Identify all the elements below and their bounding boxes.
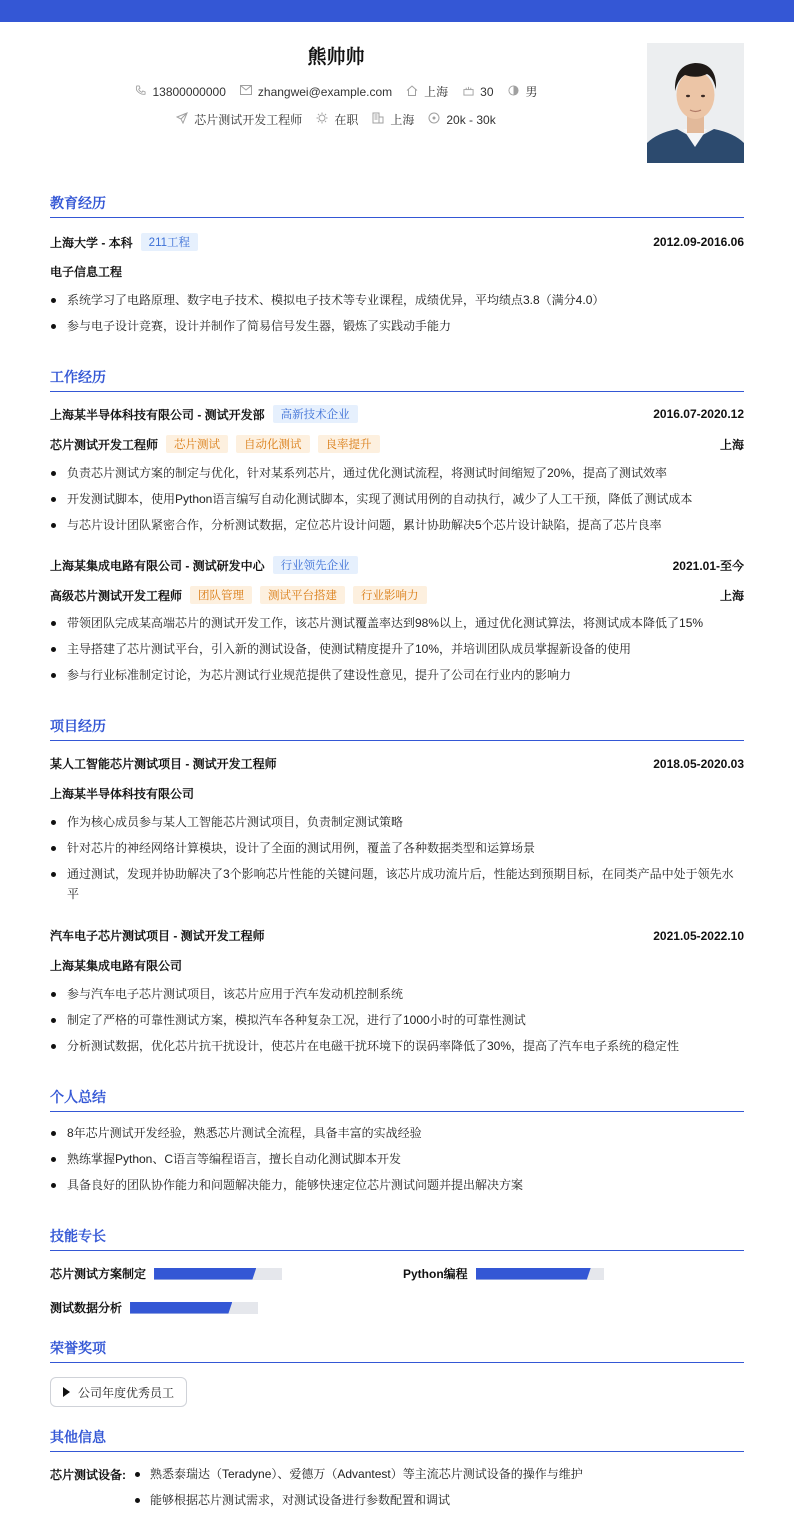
skill-bar: [154, 1268, 282, 1280]
school-name: 上海大学 - 本科: [50, 235, 133, 250]
section-title-projects: 项目经历: [50, 716, 744, 741]
phone-item: [134, 85, 225, 99]
job-bullet: 负责芯片测试方案的制定与优化，针对某系列芯片，通过优化测试流程，将测试时间缩短了20%，提高了测试效率: [50, 463, 744, 483]
age-item: [462, 85, 493, 99]
project-bullet: 分析测试数据，优化芯片抗干扰设计，使芯片在电磁干扰环境下的误码率降低了30%，提高了汽车电子系统的稳定性: [50, 1036, 744, 1056]
education-date: 2012.09-2016.06: [653, 235, 744, 249]
skill-name: Python编程: [403, 1267, 468, 1281]
section-title-honors: 荣誉奖项: [50, 1338, 744, 1363]
project-date: 2021.05-2022.10: [653, 928, 744, 943]
email-item: [240, 85, 392, 99]
salary-range: 20k - 30k: [446, 112, 496, 127]
company-name: 上海某集成电路有限公司 - 测试研发中心: [50, 558, 265, 573]
skill-tag: 良率提升: [318, 435, 380, 453]
candidate-name: 熊帅帅: [307, 47, 365, 68]
section-title-other: 其他信息: [50, 1427, 744, 1452]
summary-bullet: 熟练掌握Python、C语言等编程语言，擅长自动化测试脚本开发: [50, 1149, 744, 1169]
job-bullet: 带领团队完成某高端芯片的测试开发工作，该芯片测试覆盖率达到98%以上，通过优化测试算法，将测试成本降低了15%: [50, 613, 744, 633]
skill-bar: [130, 1302, 258, 1314]
company-tag: 高新技术企业: [273, 405, 358, 423]
job-bullet: 与芯片设计团队紧密合作，分析测试数据，定位芯片设计问题，累计协助解决5个芯片设计缺陷，提高了芯片良率: [50, 515, 744, 535]
skill-item: [50, 1299, 258, 1316]
job-bullet: 开发测试脚本，使用Python语言编写自动化测试脚本，实现了测试用例的自动执行，减少了人工干预，降低了测试成本: [50, 489, 744, 509]
salary-icon: [428, 112, 440, 127]
skill-item: [50, 1265, 282, 1282]
education-bullet: 系统学习了电路原理、数字电子技术、模拟电子技术等专业课程，成绩优异，平均绩点3.8（满分4.0）: [50, 290, 744, 310]
project-company: 上海某集成电路有限公司: [50, 959, 183, 973]
project-name: 某人工智能芯片测试项目 - 测试开发工程师: [50, 757, 277, 771]
gender-value: 男: [525, 85, 538, 99]
education-header-row: [50, 233, 744, 251]
gender-item: [508, 83, 538, 100]
building-icon: [372, 112, 384, 127]
skill-bar-fill: [476, 1268, 591, 1280]
project-bullet: 参与汽车电子芯片测试项目，该芯片应用于汽车发动机控制系统: [50, 984, 744, 1004]
phone-icon: [134, 85, 146, 99]
profile-photo: [647, 43, 744, 163]
skill-tag: 自动化测试: [236, 435, 310, 453]
job-header-row: [50, 556, 744, 574]
skill-name: 测试数据分析: [50, 1301, 123, 1315]
project-header-row: [50, 927, 744, 944]
target-city-item: [372, 111, 414, 128]
job-city: 上海: [719, 437, 744, 452]
skill-tag: 团队管理: [190, 586, 252, 604]
phone-number: 13800000000: [152, 84, 226, 99]
skill-tag: 芯片测试: [166, 435, 228, 453]
company-tag: 行业领先企业: [273, 556, 358, 574]
job-header-row: [50, 405, 744, 423]
job-intent-row: [0, 111, 672, 128]
skill-bar-fill: [130, 1302, 232, 1314]
skill-bar-fill: [154, 1268, 256, 1280]
summary-bullet: 具备良好的团队协作能力和问题解决能力，能够快速定位芯片测试问题并提出解决方案: [50, 1175, 744, 1195]
home-icon: [406, 85, 418, 99]
award-label: 公司年度优秀员工: [78, 1385, 175, 1400]
mail-icon: [240, 85, 252, 98]
section-title-summary: 个人总结: [50, 1087, 744, 1112]
location-item: [406, 83, 448, 100]
company-name: 上海某半导体科技有限公司 - 测试开发部: [50, 407, 265, 422]
project-bullet: 针对芯片的神经网络计算模块，设计了全面的测试用例，覆盖了各种数据类型和运算场景: [50, 838, 744, 858]
gender-icon: [508, 85, 520, 99]
summary-bullet: 8年芯片测试开发经验，熟悉芯片测试全流程，具备丰富的实战经验: [50, 1123, 744, 1143]
job-target-item: [176, 111, 302, 128]
send-icon: [176, 112, 188, 127]
target-city: 上海: [390, 113, 415, 127]
top-accent-bar: [0, 0, 794, 22]
skill-tag: 行业影响力: [353, 586, 427, 604]
job-status: 在职: [334, 113, 359, 127]
education-bullet: 参与电子设计竞赛，设计并制作了简易信号发生器，锻炼了实践动手能力: [50, 316, 744, 336]
project-header-row: [50, 755, 744, 772]
skill-item: [403, 1265, 604, 1282]
skill-bar: [476, 1268, 604, 1280]
age-icon: [462, 85, 474, 99]
play-icon: [63, 1387, 70, 1397]
job-city: 上海: [719, 588, 744, 603]
school-tag: 211工程: [141, 233, 198, 251]
contact-row: [0, 83, 672, 100]
project-date: 2018.05-2020.03: [653, 756, 744, 771]
job-date: 2021.01-至今: [672, 558, 744, 573]
email-address: zhangwei@example.com: [257, 84, 393, 99]
age-value: 30: [480, 84, 494, 99]
skill-tag: 测试平台搭建: [260, 586, 345, 604]
project-company: 上海某半导体科技有限公司: [50, 787, 195, 801]
award-item[interactable]: [50, 1377, 187, 1407]
project-bullet: 作为核心成员参与某人工智能芯片测试项目，负责制定测试策略: [50, 812, 744, 832]
skill-name: 芯片测试方案制定: [50, 1267, 147, 1281]
job-position: 高级芯片测试开发工程师: [50, 588, 183, 603]
current-location: 上海: [424, 85, 449, 99]
project-bullet: 制定了严格的可靠性测试方案，模拟汽车各种复杂工况，进行了1000小时的可靠性测试: [50, 1010, 744, 1030]
status-icon: [316, 112, 328, 127]
job-position: 芯片测试开发工程师: [50, 437, 159, 452]
status-item: [316, 111, 358, 128]
other-label: 芯片测试设备:: [50, 1468, 126, 1482]
job-target: 芯片测试开发工程师: [194, 113, 303, 127]
job-position-row: [50, 435, 744, 453]
section-title-education: 教育经历: [50, 193, 744, 218]
section-title-skills: 技能专长: [50, 1226, 744, 1251]
project-bullet: 通过测试，发现并协助解决了3个影响芯片性能的关键问题，该芯片成功流片后，性能达到预期目标，在同类产品中处于领先水平: [50, 864, 744, 904]
other-bullet: 熟悉泰瑞达（Teradyne）、爱德万（Advantest）等主流芯片测试设备的操作与维护: [135, 1464, 744, 1484]
section-title-work: 工作经历: [50, 367, 744, 392]
other-bullet: 能够根据芯片测试需求，对测试设备进行参数配置和调试: [135, 1490, 744, 1510]
education-major: 电子信息工程: [50, 265, 123, 279]
job-bullet: 参与行业标准制定讨论，为芯片测试行业规范提供了建设性意见，提升了公司在行业内的影响力: [50, 665, 744, 685]
project-name: 汽车电子芯片测试项目 - 测试开发工程师: [50, 929, 265, 943]
job-bullet: 主导搭建了芯片测试平台，引入新的测试设备，使测试精度提升了10%，并培训团队成员掌握新设备的使用: [50, 639, 744, 659]
job-position-row: [50, 586, 744, 604]
job-date: 2016.07-2020.12: [653, 407, 744, 421]
salary-item: [428, 112, 495, 127]
